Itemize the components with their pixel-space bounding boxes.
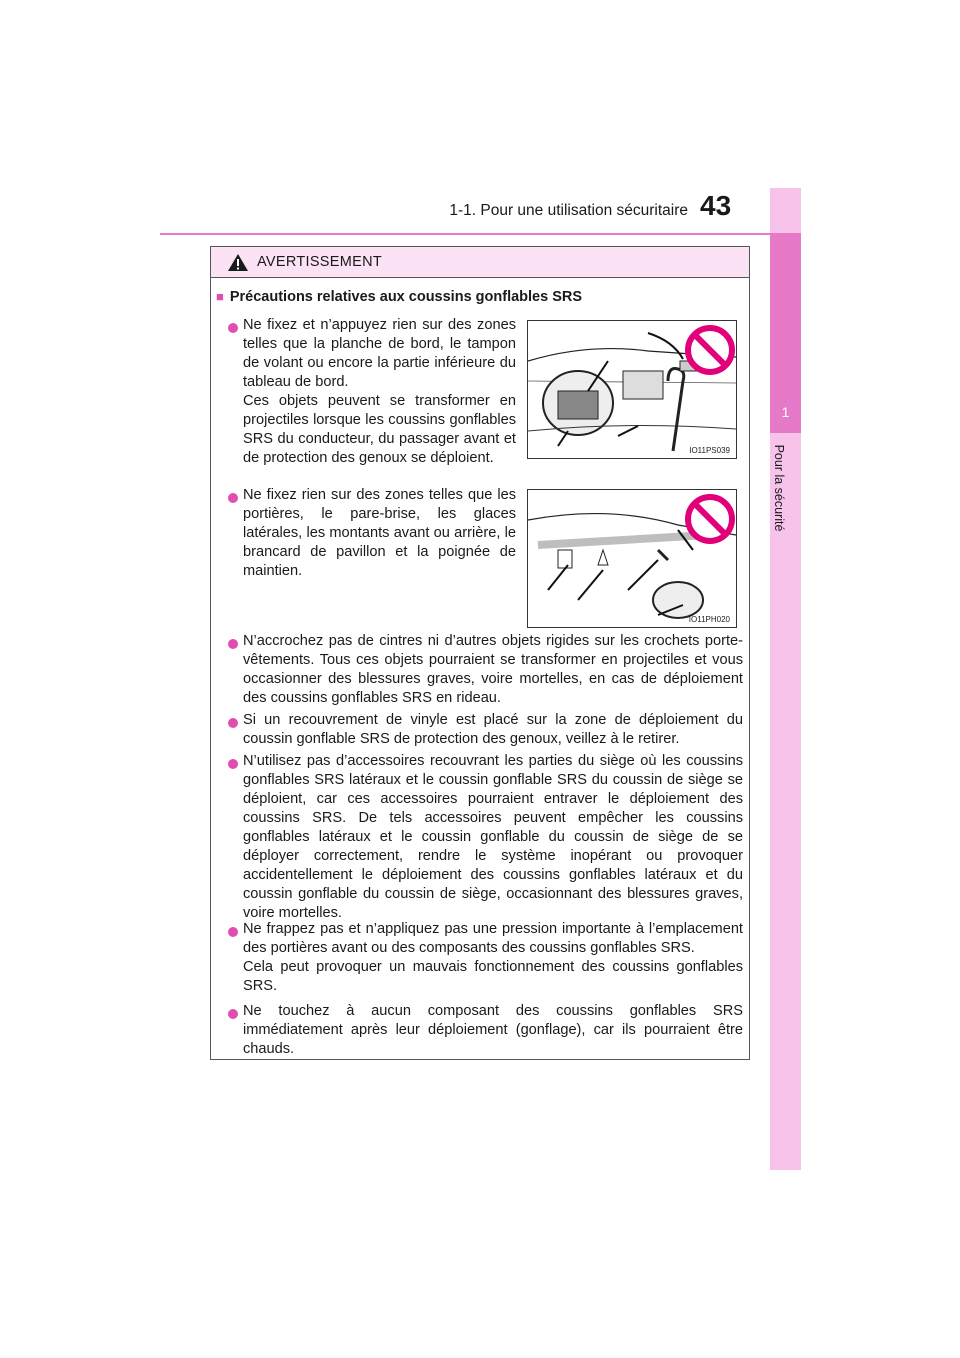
warning-item-1-text: Ne fixez et n’appuyez rien sur des zones telles que la planche de bord, le tampon de volant ou encore la partie inférieure du tableau de bord. (243, 317, 516, 390)
bullet-dot (228, 1009, 238, 1019)
header-section-title: 1-1. Pour une utilisation sécuritaire (449, 202, 688, 219)
side-tab-chapter-number: 1 (781, 404, 790, 420)
page-number: 43 (700, 190, 732, 221)
warning-item-2: Ne fixez rien sur des zones telles que les portières, le pare-brise, les glaces latérales, les montants avant ou arrière, le brancard de pavillon et la poignée de maintien. (243, 487, 516, 579)
warning-item-5: N’utilisez pas d’accessoires recouvrant les parties du siège où les coussins gonflables SRS latéraux et le coussin gonflable SRS du coussin de siège se déploient, car ces accessoires pourraient entraver le déploiement des coussins SRS. De tels accessoires peuvent empêcher les coussins gonflables latéraux et le coussin gonflable du coussin de siège de se déployer correctement, rendre le système inopérant ou provoquer accidentellement le déploiement des coussins gonflables latéraux et du coussin gonflable du coussin de siège, occasionnant des blessures graves, voire mortelles. (243, 753, 743, 921)
warning-item-6 (243, 920, 743, 996)
warning-box (210, 246, 750, 1060)
dashboard-illustration (528, 321, 736, 458)
square-bullet-icon: ■ (216, 289, 224, 304)
header-rule (160, 233, 800, 235)
bullet-dot (228, 759, 238, 769)
bullet-dot (228, 493, 238, 503)
dashboard-figure (527, 320, 737, 459)
section-heading-text: Précautions relatives aux coussins gonflables SRS (229, 289, 583, 305)
figure-2-label: IO11PH020 (688, 615, 730, 624)
warning-title: AVERTISSEMENT (257, 254, 383, 270)
bullet-dot (228, 927, 238, 937)
bullet-dot (228, 323, 238, 333)
warning-item-6-text: Ne frappez pas et n’appliquez pas une pression importante à l’emplacement des portières avant ou des composants des coussins gonflables SRS. (243, 921, 743, 956)
warning-item-7: Ne touchez à aucun composant des coussins gonflables SRS immédiatement après leur déploiement (gonflage), car ils pourraient être chauds. (243, 1003, 743, 1057)
figure-1-label: IO11PS039 (689, 446, 730, 455)
side-tab-chapter-title: Pour la sécurité (772, 444, 786, 532)
cabin-figure (527, 489, 737, 628)
bullet-dot (228, 639, 238, 649)
warning-item-1 (243, 316, 516, 468)
warning-triangle-icon (227, 253, 249, 272)
section-heading (216, 289, 582, 305)
warning-item-1-extra: Ces objets peuvent se transformer en projectiles lorsque les coussins gonflables SRS du conducteur, du passager avant et de protection des genoux se déploient. (243, 393, 516, 466)
warning-header (211, 247, 749, 278)
side-tab-chapter-block (770, 233, 801, 433)
cabin-illustration (528, 490, 736, 627)
bullet-dot (228, 718, 238, 728)
warning-item-3: N’accrochez pas de cintres ni d’autres objets rigides sur les crochets porte-vêtements. Tous ces objets pourraient se transformer en projectiles et vous occasionner des blessures graves, voire mortelles, en cas de déploiement des coussins gonflables SRS en rideau. (243, 633, 743, 706)
warning-item-6-extra: Cela peut provoquer un mauvais fonctionnement des coussins gonflables SRS. (243, 959, 743, 994)
warning-item-4: Si un recouvrement de vinyle est placé sur la zone de déploiement du coussin gonflable SRS de protection des genoux, veillez à le retirer. (243, 712, 743, 747)
